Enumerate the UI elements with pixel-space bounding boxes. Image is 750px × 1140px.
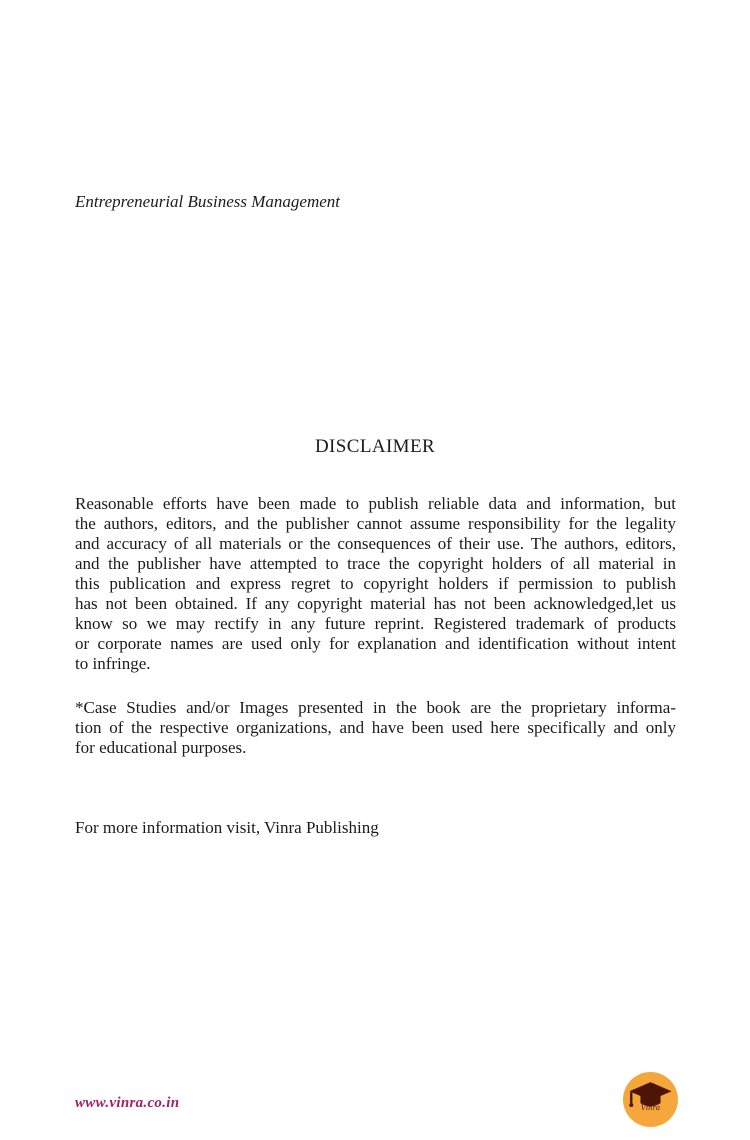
paragraph-line: *Case Studies and/or Images presented in the book are the proprietary informa- xyxy=(75,698,676,717)
paragraph-line: and the publisher have attempted to trace the copyright holders of all material in xyxy=(75,554,676,573)
case-studies-note xyxy=(75,698,676,758)
paragraph-line: has not been obtained. If any copyright material has not been acknowledged,let us xyxy=(75,594,676,613)
info-line: For more information visit, Vinra Publishing xyxy=(75,818,379,837)
disclaimer-paragraph xyxy=(75,494,676,674)
graduation-cap-icon xyxy=(623,1072,678,1127)
paragraph-line: know so we may rectify in any future reprint. Registered trademark of products xyxy=(75,614,676,633)
logo-text: Vinra xyxy=(640,1104,661,1112)
paragraph-line: this publication and express regret to copyright holders if permission to publish xyxy=(75,574,676,593)
publisher-logo xyxy=(623,1072,678,1127)
running-header: Entrepreneurial Business Management xyxy=(75,192,341,211)
website-link[interactable]: www.vinra.co.in xyxy=(75,1095,180,1111)
paragraph-line: or corporate names are used only for explanation and identification without intent xyxy=(75,634,676,653)
paragraph-line: tion of the respective organizations, and have been used here specifically and only xyxy=(75,718,676,737)
paragraph-line: and accuracy of all materials or the consequences of their use. The authors, editors, xyxy=(75,534,676,553)
paragraph-line: Reasonable efforts have been made to publish reliable data and information, but xyxy=(75,494,676,513)
paragraph-line: for educational purposes. xyxy=(75,738,247,757)
paragraph-line: to infringe. xyxy=(75,654,151,673)
paragraph-line: the authors, editors, and the publisher cannot assume responsibility for the legality xyxy=(75,514,676,533)
page-title: DISCLAIMER xyxy=(314,436,436,457)
